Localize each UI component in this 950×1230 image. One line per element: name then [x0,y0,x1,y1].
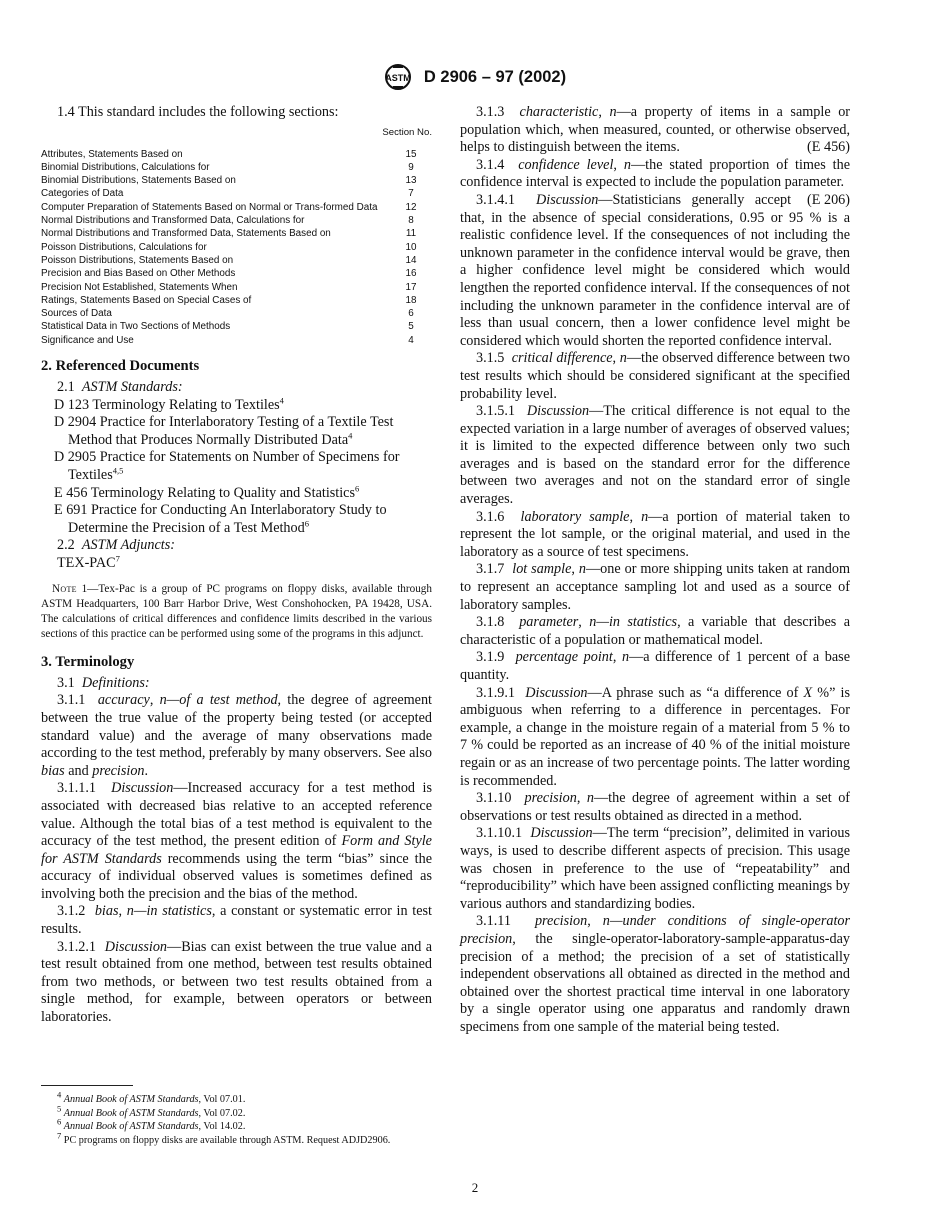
footnote-rule [41,1085,133,1086]
toc-row [41,187,432,200]
section-2-title: 2. Referenced Documents [41,358,200,375]
footnote: $^5$ Annual Book of ASTM Standards, Vol 07.02. [57,1103,246,1119]
footnote: $^4$ Annual Book of ASTM Standards, Vol 07.01. [57,1089,246,1105]
toc-row-section-number: 11 [405,228,417,240]
definition-characteristic: 3.1.3 characteristic, n—a property of items in a sample or population which, when measured, counted, or otherwise observed, helps to distinguish between the items. (E 456) [460,104,851,156]
note-1: Note 1—Tex-Pac is a group of PC programs on floppy disks, available through ASTM Headquarters, 100 Barr Harbor Drive, West Conshohocken, PA 19428, USA. The calculations of critical differences and confidence limits described in the various sections of this practice can be performed using some of the programs in this adjunct. [41,582,432,641]
toc-row [41,227,432,240]
toc-row-section-number: 14 [405,254,417,266]
adjunct-item: TEX-PAC$^7$ [57,553,120,571]
toc-row-section-number: 15 [405,148,417,160]
astm-logo-icon [384,63,418,91]
toc-row-title: Binomial Distributions, Calculations for [41,161,210,173]
footnotes [41,1089,436,1147]
toc-row-section-number: 5 [408,321,414,333]
toc-row [41,294,432,307]
toc-row [41,267,432,280]
definition-precision: 3.1.10 precision, n—the degree of agreement within a set of observations or test results obtained as directed in a method. [460,790,851,824]
referenced-document: D 123 Terminology Relating to Textiles$^4$ [54,394,284,413]
definition-laboratory-sample: 3.1.6 laboratory sample, n—a portion of material taken to represent the lot sample, or the original material, and used in the laboratory as a source of test specimens. [460,508,850,560]
para-2-2: 2.2 ASTM Adjuncts: [57,537,175,554]
toc-row-section-number: 6 [408,308,414,320]
toc-row-title: Categories of Data [41,188,124,200]
toc-row-section-number: 12 [405,201,417,213]
toc-row-title: Normal Distributions and Transformed Data, Statements Based on [41,228,331,240]
toc-row [41,148,432,161]
toc-row-section-number: 9 [408,161,414,173]
footnote: $^7$ PC programs on floppy disks are available through ASTM. Request ADJD2906. [57,1130,391,1146]
referenced-document: D 2905 Practice for Statements on Number of Specimens for Textiles$^{4,5}$ [54,449,400,484]
toc-row-title: Binomial Distributions, Statements Based on [41,175,236,187]
toc-row-section-number: 4 [408,334,414,346]
para-3-1: 3.1 Definitions: [57,674,150,691]
referenced-document: D 2904 Practice for Interlaboratory Testing of a Textile Test Method that Produces Normally Distributed Data$^4$ [54,414,394,448]
toc-row [41,307,432,320]
toc-row-section-number: 13 [405,175,417,187]
toc-row-section-number: 8 [408,215,414,227]
page-number: 2 [471,1180,479,1195]
definition-precision-single-operator: 3.1.11 precision, n—under conditions of single-operator precision, the single-operator-laboratory-sample-apparatus-day precision of a method; the precision of a set of statistically independent observations all obtained as directed in the method and obtained over the shortest practical time interval in one laboratory by a single operator using one apparatus and randomly drawn specimens from one sample of the material being tested. [460,913,850,1035]
footnote: $^6$ Annual Book of ASTM Standards, Vol 14.02. [57,1116,246,1133]
section-3-title: 3. Terminology [41,653,135,670]
definition-bias: 3.1.2 bias, n—in statistics, a constant or systematic error in test results. [41,903,432,938]
left-column [41,104,432,1027]
toc-row [41,320,432,333]
toc-row-title: Precision and Bias Based on Other Methods [41,268,236,280]
discussion-accuracy: 3.1.1.1 Discussion—Increased accuracy for a test method is associated with decreased bias relative to an accepted reference value. Although the total bias of a test method is equivalent to the accuracy of the test method, the present edition of Form and Style for ASTM Standards recommends using the term “bias” since the accuracy of individual observed values is sometimes defined as involving both the precision and the bias of the method. [41,780,433,902]
toc-row-title: Sources of Data [41,308,112,320]
svg-text:ASTM: ASTM [385,73,411,83]
toc-row-title: Attributes, Statements Based on [41,148,183,160]
toc-intro: 1.4 This standard includes the following sections: [57,104,339,120]
toc-row-section-number: 7 [408,188,414,200]
section-index-list [41,148,432,347]
toc-row-title: Poisson Distributions, Statements Based on [41,254,234,266]
definition-critical-difference: 3.1.5 critical difference, n—the observed difference between two test results which should be considered significant at the specified probability level. [460,350,851,402]
toc-row [41,174,432,187]
toc-row-title: Poisson Distributions, Calculations for [41,241,207,253]
toc-row-title: Statistical Data in Two Sections of Methods [41,321,231,333]
toc-row-section-number: 18 [405,294,417,306]
toc-row-title: Normal Distributions and Transformed Data, Calculations for [41,215,305,227]
right-column-body [460,104,850,1036]
toc-row-section-number: 10 [405,241,417,253]
discussion-critical-difference: 3.1.5.1 Discussion—The critical difference is not equal to the expected variation in a large number of averages of observed values; it is limited to the expected difference between only two such averages and is based on the standard error for the difference between two averages and not on the standard error of single averages. [460,403,850,508]
referenced-document: E 691 Practice for Conducting An Interlaboratory Study to Determine the Precision of a Test Method$^6$ [54,502,387,536]
discussion-precision: 3.1.10.1 Discussion—The term “precision”, delimited in various ways, is used to describe different aspects of precision. This usage was chosen in preference to the use of “repeatability” and “reproducibility” which have been assigned conflicting meanings by various authors and standardizing bodies. [460,825,851,912]
referenced-document: E 456 Terminology Relating to Quality and Statistics$^6$ [54,482,360,501]
toc-row-title: Ratings, Statements Based on Special Cases of [41,294,252,306]
document-designation: D 2906 – 97 (2002) [423,67,567,86]
definition-parameter: 3.1.8 parameter, n—in statistics, a variable that describes a characteristic of a population or mathematical model. [460,614,850,648]
toc-row [41,241,432,254]
toc-row [41,214,432,227]
toc-row-section-number: 16 [405,268,417,280]
toc-row [41,161,432,174]
para-2-1: 2.1 ASTM Standards: [57,379,183,396]
referenced-documents-list [41,394,432,538]
discussion-confidence-level: 3.1.4.1 Discussion—Statisticians generally accept that, in the absence of special considerations, 0.95 or 95 % is a realistic confidence level. If the consequences of not including the unknown parameter in the confidence interval would be grave, then a higher confidence level might be considered which would lengthen the reported confidence interval. If the consequences of not including the unknown parameter in the confidence interval are of less than usual concern, then a lower confidence level might be considered which would shorten the reported confidence interval. [460,191,850,349]
discussion-percentage-point: 3.1.9.1 Discussion—A phrase such as “a difference of X %” is ambiguous when referring to a difference in percentages. For example, a change in the moisture regain of a material from 5 % to 7 % could be reported as an increase of 40 % of the initial moisture regain or as an increase of two percentage points. The latter wording is recommended. [460,684,850,789]
definition-accuracy: 3.1.1 accuracy, n—of a test method, the degree of agreement between the true value of the property being tested (or accepted standard value) and the average of many observations made according to the test method, preferably by many observers. See also bias and precision. [41,692,432,779]
toc-row [41,201,432,214]
toc-row [41,281,432,294]
definition-lot-sample: 3.1.7 lot sample, n—one or more shipping units taken at random to represent an acceptance sampling lot and used as a source of laboratory samples. [460,561,851,613]
toc-row [41,254,432,267]
toc-row-title: Computer Preparation of Statements Based on Normal or Trans-formed Data [41,201,378,213]
toc-row-title: Significance and Use [41,334,134,346]
toc-row [41,334,432,347]
toc-column-heading: Section No. [382,126,432,138]
discussion-bias: 3.1.2.1 Discussion—Bias can exist between the true value and a test result obtained from one method, between test results obtained from two methods, or between two test results obtained from a single method, for example, between operators or between laboratories. [41,938,432,1026]
definition-percentage-point: 3.1.9 percentage point, n—a difference of 1 percent of a base quantity. [460,649,851,683]
page-header [0,63,950,91]
toc-row-title: Precision Not Established, Statements When [41,281,238,293]
definition-confidence-level: 3.1.4 confidence level, n—the stated proportion of times the confidence interval is expected to include the population parameter. (E 206) [460,156,851,208]
toc-row-section-number: 17 [405,281,417,293]
